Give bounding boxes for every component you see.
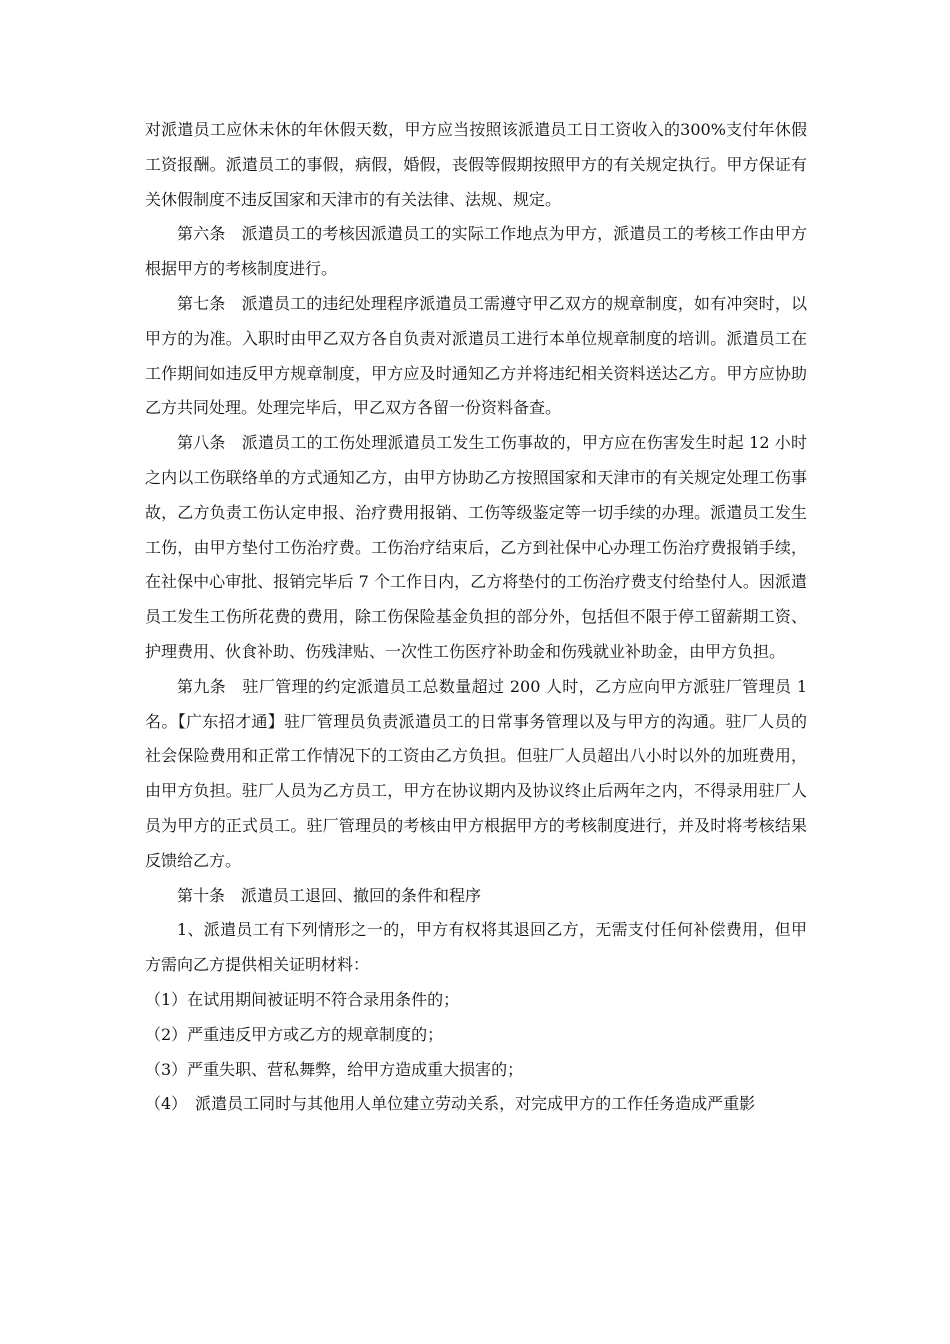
paragraph-article-9: 第九条 驻厂管理的约定派遣员工总数量超过 200 人时，乙方应向甲方派驻厂管理员 1 名。【广东招才通】驻厂管理员负责派遣员工的日常事务管理以及与甲方的沟通。驻厂人员的社会保险费用和正常工作情况下的工资由乙方负担。但驻厂人员超出八小时以外的加班费用，由甲方负担。驻厂人员为乙方员工，甲方在协议期内及协议终止后两年之内，不得录用驻厂人员为甲方的正式员工。驻厂管理员的考核由甲方根据甲方的考核制度进行，并及时将考核结果反馈给乙方。 [145, 676, 807, 870]
paragraph-article-8: 第八条 派遣员工的工伤处理派遣员工发生工伤事故的，甲方应在伤害发生时起 12 小时之内以工伤联络单的方式通知乙方，由甲方协助乙方按照国家和天津市的有关规定处理工伤事故，乙方负责工伤认定申报、治疗费用报销、工伤等级鉴定等一切手续的办理。派遣员工发生工伤，由甲方垫付工伤治疗费。工伤治疗结束后，乙方到社保中心办理工伤治疗费报销手续，在社保中心审批、报销完毕后 7 个工作日内，乙方将垫付的工伤治疗费支付给垫付人。因派遣员工发生工伤所花费的费用，除工伤保险基金负担的部分外，包括但不限于停工留薪期工资、护理费用、伙食补助、伤残津贴、一次性工伤医疗补助金和伤残就业补助金，由甲方负担。 [145, 433, 807, 661]
paragraph-article-6: 第六条 派遣员工的考核因派遣员工的实际工作地点为甲方，派遣员工的考核工作由甲方根据甲方的考核制度进行。 [145, 224, 807, 279]
list-item-4: （4） 派遣员工同时与其他用人单位建立劳动关系，对完成甲方的工作任务造成严重影 [145, 1094, 756, 1114]
paragraph-annual-leave: 对派遣员工应休未休的年休假天数，甲方应当按照该派遣员工日工资收入的300%支付年休假工资报酬。派遣员工的事假，病假，婚假，丧假等假期按照甲方的有关规定执行。甲方保证有关休假制度不违反国家和天津市的有关法律、法规、规定。 [145, 120, 807, 209]
paragraph-article-10: 第十条 派遣员工退回、撤回的条件和程序 [177, 885, 482, 905]
list-item-2: （2）严重违反甲方或乙方的规章制度的； [145, 1024, 444, 1044]
paragraph-article-7: 第七条 派遣员工的违纪处理程序派遣员工需遵守甲乙双方的规章制度，如有冲突时，以甲方的为准。入职时由甲乙双方各自负责对派遣员工进行本单位规章制度的培训。派遣员工在工作期间如违反甲方规章制度，甲方应及时通知乙方并将违纪相关资料送达乙方。甲方应协助乙方共同处理。处理完毕后，甲乙双方各留一份资料备查。 [145, 293, 807, 418]
list-item-1: （1）在试用期间被证明不符合录用条件的； [145, 989, 460, 1009]
document-body [145, 113, 807, 1122]
list-item-3: （3）严重失职、营私舞弊，给甲方造成重大损害的； [145, 1059, 524, 1079]
paragraph-clause-1: 1、派遣员工有下列情形之一的，甲方有权将其退回乙方，无需支付任何补偿费用，但甲方需向乙方提供相关证明材料： [145, 920, 807, 975]
